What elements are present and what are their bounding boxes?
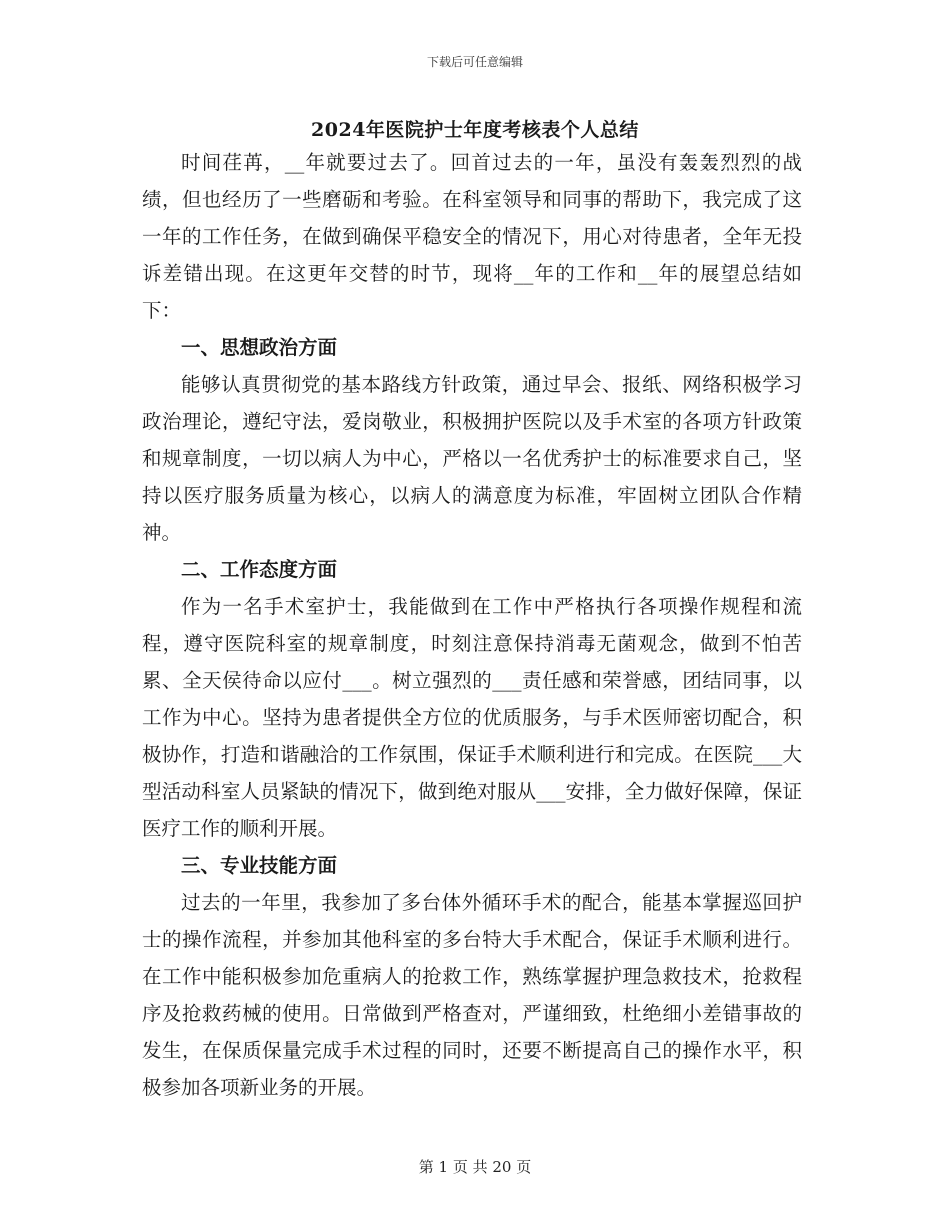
- page-number: 第 1 页 共 20 页: [418, 1158, 532, 1176]
- document-title: 2024年医院护士年度考核表个人总结: [311, 119, 639, 141]
- section-heading-political: 一、思想政治方面: [181, 336, 338, 359]
- section-body-attitude: 作为一名手术室护士，我能做到在工作中严格执行各项操作规程和流程，遵守医院科室的规章制度，时刻注意保持消毒无菌观念，做到不怕苦累、全天侯待命以应付___。树立强烈的___责任感和荣誉感，团结同事，以工作为中心。坚持为患者提供全方位的优质服务，与手术医师密切配合，积极协作，打造和谐融洽的工作氛围，保证手术顺利进行和完成。在医院___大型活动科室人员紧缺的情况下，做到绝对服从___安排，全力做好保障，保证医疗工作的顺利开展。: [142, 595, 802, 840]
- header-note: 下载后可任意编辑: [426, 55, 523, 69]
- section-heading-skills: 三、专业技能方面: [181, 854, 338, 877]
- document-body: [142, 144, 802, 1106]
- section-body-skills: 过去的一年里，我参加了多台体外循环手术的配合，能基本掌握巡回护士的操作流程，并参加其他科室的多台特大手术配合，保证手术顺利进行。在工作中能积极参加危重病人的抢救工作，熟练掌握护理急救技术，抢救程序及抢救药械的使用。日常做到严格查对，严谨细致，杜绝细小差错事故的发生，在保质保量完成手术过程的同时，还要不断提高自己的操作水平，积极参加各项新业务的开展。: [142, 891, 802, 1099]
- intro-paragraph: 时间荏苒，__年就要过去了。回首过去的一年，虽没有轰轰烈烈的战绩，但也经历了一些磨砺和考验。在科室领导和同事的帮助下，我完成了这一年的工作任务，在做到确保平稳安全的情况下，用心对待患者，全年无投诉差错出现。在这更年交替的时节，现将__年的工作和__年的展望总结如下：: [142, 151, 802, 322]
- section-heading-attitude: 二、工作态度方面: [181, 558, 338, 581]
- section-body-political: 能够认真贯彻党的基本路线方针政策，通过早会、报纸、网络积极学习政治理论，遵纪守法，爱岗敬业，积极拥护医院以及手术室的各项方针政策和规章制度，一切以病人为中心，严格以一名优秀护士的标准要求自己，坚持以医疗服务质量为核心，以病人的满意度为标准，牢固树立团队合作精神。: [142, 373, 802, 544]
